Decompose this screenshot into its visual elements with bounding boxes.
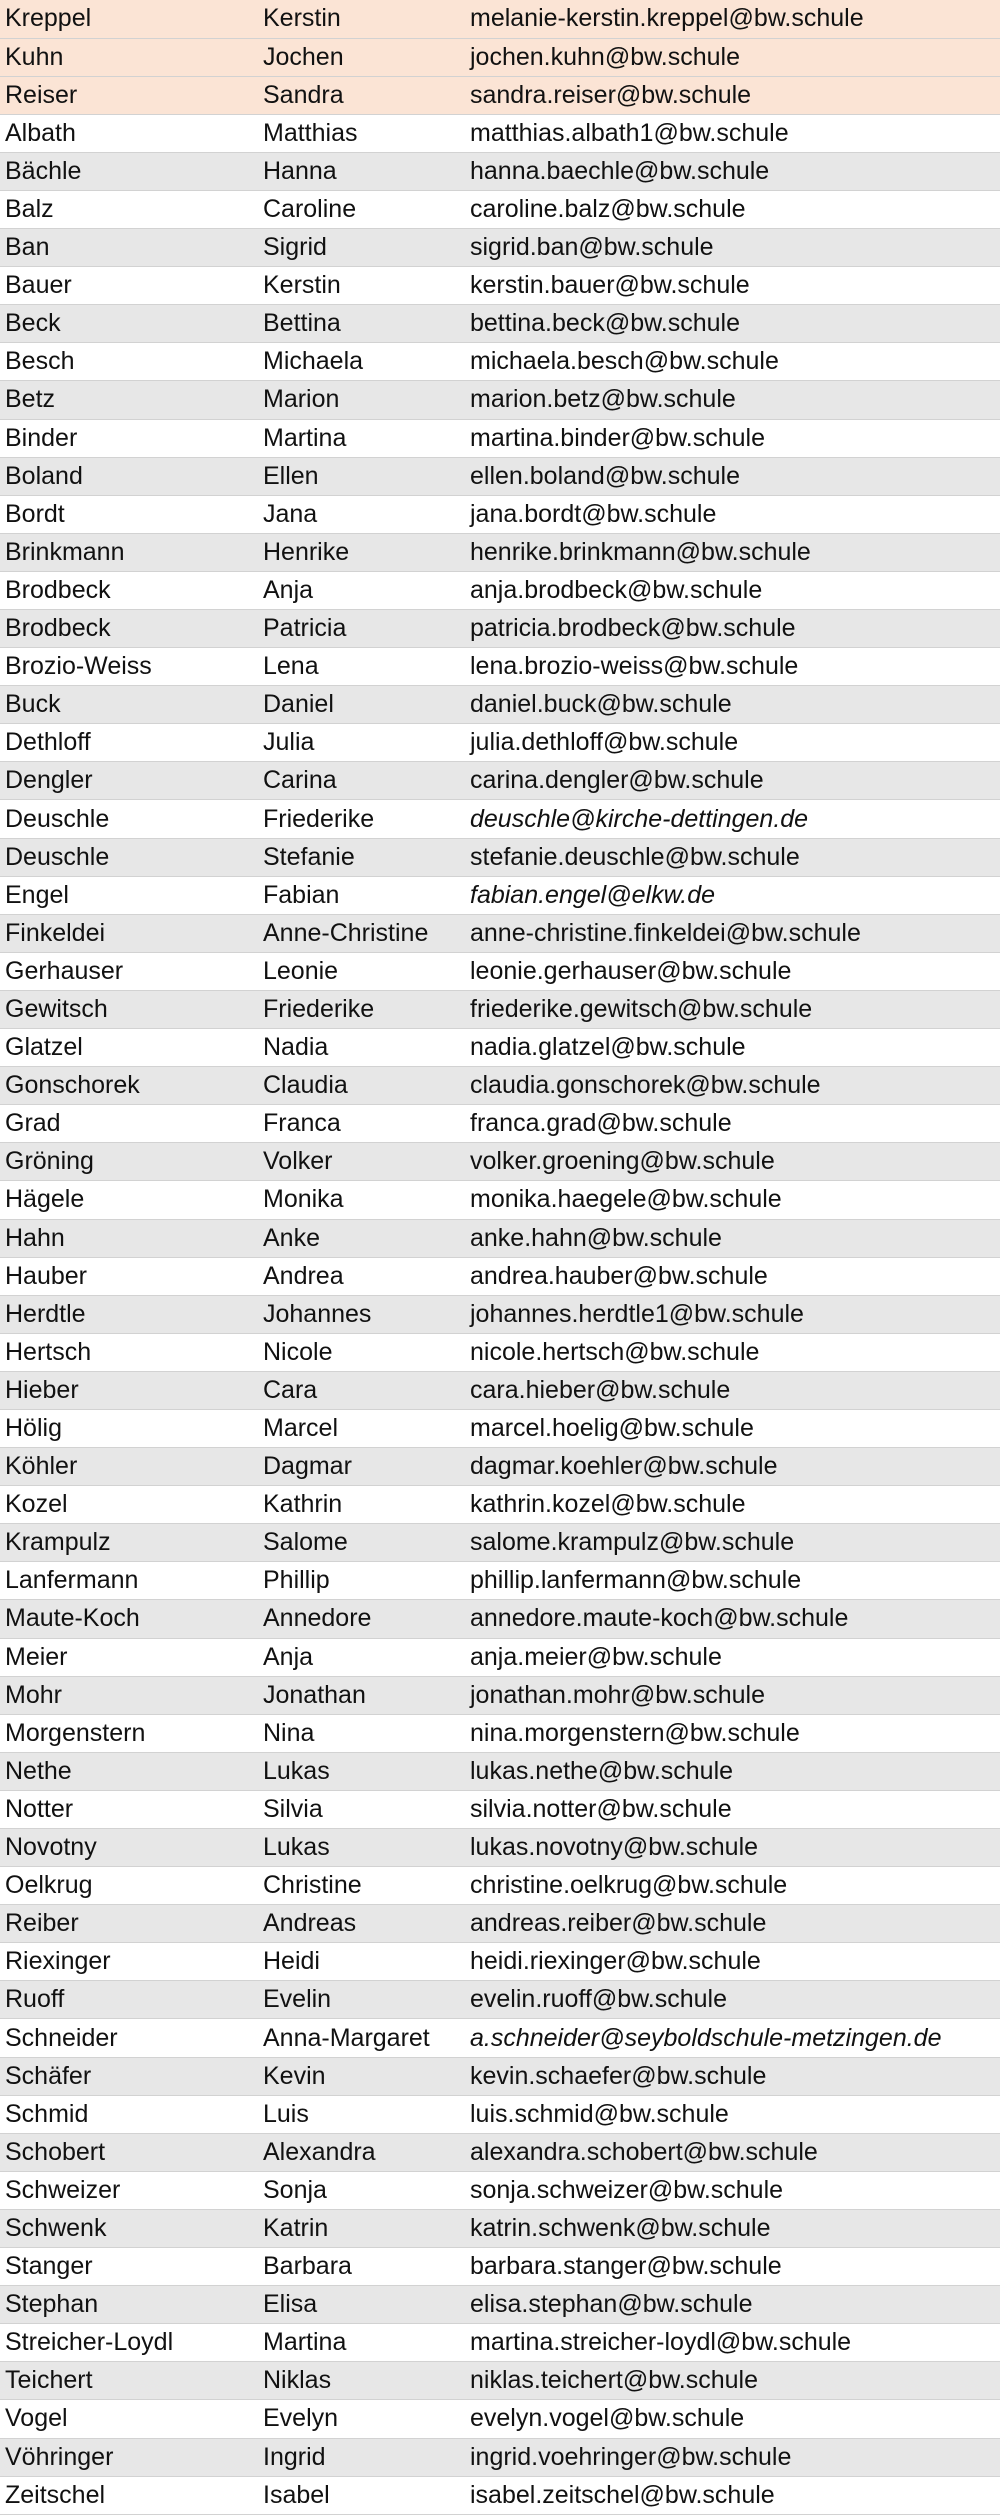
email-cell: martina.streicher-loydl@bw.schule (465, 2324, 1000, 2362)
first-name-cell: Bettina (258, 305, 465, 343)
last-name-cell: Reiber (0, 1905, 258, 1943)
email-cell: heidi.riexinger@bw.schule (465, 1943, 1000, 1981)
email-cell: volker.groening@bw.schule (465, 1143, 1000, 1181)
email-cell: daniel.buck@bw.schule (465, 686, 1000, 724)
last-name-cell: Gewitsch (0, 990, 258, 1028)
email-cell: barbara.stanger@bw.schule (465, 2248, 1000, 2286)
first-name-cell: Kevin (258, 2057, 465, 2095)
first-name-cell: Patricia (258, 610, 465, 648)
first-name-cell: Martina (258, 419, 465, 457)
last-name-cell: Streicher-Loydl (0, 2324, 258, 2362)
table-row (0, 419, 1000, 457)
first-name-cell: Jochen (258, 38, 465, 76)
first-name-cell: Fabian (258, 876, 465, 914)
first-name-cell: Marcel (258, 1409, 465, 1447)
email-cell: andreas.reiber@bw.schule (465, 1905, 1000, 1943)
last-name-cell: Notter (0, 1790, 258, 1828)
email-cell: alexandra.schobert@bw.schule (465, 2133, 1000, 2171)
last-name-cell: Beck (0, 305, 258, 343)
first-name-cell: Silvia (258, 1790, 465, 1828)
last-name-cell: Schobert (0, 2133, 258, 2171)
last-name-cell: Riexinger (0, 1943, 258, 1981)
email-cell: matthias.albath1@bw.schule (465, 114, 1000, 152)
first-name-cell: Nadia (258, 1029, 465, 1067)
last-name-cell: Teichert (0, 2362, 258, 2400)
last-name-cell: Herdtle (0, 1295, 258, 1333)
first-name-cell: Matthias (258, 114, 465, 152)
first-name-cell: Hanna (258, 152, 465, 190)
last-name-cell: Betz (0, 381, 258, 419)
table-row (0, 2019, 1000, 2057)
table-row (0, 152, 1000, 190)
last-name-cell: Zeitschel (0, 2476, 258, 2514)
first-name-cell: Sandra (258, 76, 465, 114)
last-name-cell: Schäfer (0, 2057, 258, 2095)
last-name-cell: Hieber (0, 1371, 258, 1409)
table-row (0, 2324, 1000, 2362)
table-row (0, 1143, 1000, 1181)
first-name-cell: Salome (258, 1524, 465, 1562)
first-name-cell: Kerstin (258, 0, 465, 38)
last-name-cell: Engel (0, 876, 258, 914)
email-cell: andrea.hauber@bw.schule (465, 1257, 1000, 1295)
first-name-cell: Johannes (258, 1295, 465, 1333)
email-cell: nina.morgenstern@bw.schule (465, 1714, 1000, 1752)
last-name-cell: Boland (0, 457, 258, 495)
table-row (0, 267, 1000, 305)
last-name-cell: Gröning (0, 1143, 258, 1181)
first-name-cell: Sigrid (258, 229, 465, 267)
last-name-cell: Ruoff (0, 1981, 258, 2019)
table-row (0, 1943, 1000, 1981)
email-cell: carina.dengler@bw.schule (465, 762, 1000, 800)
email-cell: johannes.herdtle1@bw.schule (465, 1295, 1000, 1333)
email-cell: lukas.novotny@bw.schule (465, 1829, 1000, 1867)
last-name-cell: Grad (0, 1105, 258, 1143)
table-row (0, 2400, 1000, 2438)
last-name-cell: Bordt (0, 495, 258, 533)
last-name-cell: Vogel (0, 2400, 258, 2438)
email-cell: a.schneider@seyboldschule-metzingen.de (465, 2019, 1000, 2057)
table-row (0, 1905, 1000, 1943)
table-row (0, 2171, 1000, 2209)
table-row (0, 1371, 1000, 1409)
table-row (0, 648, 1000, 686)
table-row (0, 1638, 1000, 1676)
email-cell: lukas.nethe@bw.schule (465, 1752, 1000, 1790)
email-cell: anja.brodbeck@bw.schule (465, 571, 1000, 609)
last-name-cell: Oelkrug (0, 1867, 258, 1905)
table-row (0, 990, 1000, 1028)
last-name-cell: Lanfermann (0, 1562, 258, 1600)
table-row (0, 533, 1000, 571)
email-cell: friederike.gewitsch@bw.schule (465, 990, 1000, 1028)
table-row (0, 1981, 1000, 2019)
last-name-cell: Hölig (0, 1409, 258, 1447)
email-cell: nicole.hertsch@bw.schule (465, 1333, 1000, 1371)
table-row (0, 610, 1000, 648)
email-cell: stefanie.deuschle@bw.schule (465, 838, 1000, 876)
first-name-cell: Lukas (258, 1752, 465, 1790)
table-row (0, 1752, 1000, 1790)
table-row (0, 495, 1000, 533)
first-name-cell: Luis (258, 2095, 465, 2133)
email-cell: annedore.maute-koch@bw.schule (465, 1600, 1000, 1638)
first-name-cell: Daniel (258, 686, 465, 724)
email-cell: christine.oelkrug@bw.schule (465, 1867, 1000, 1905)
first-name-cell: Niklas (258, 2362, 465, 2400)
email-cell: luis.schmid@bw.schule (465, 2095, 1000, 2133)
last-name-cell: Binder (0, 419, 258, 457)
last-name-cell: Novotny (0, 1829, 258, 1867)
first-name-cell: Nicole (258, 1333, 465, 1371)
email-cell: salome.krampulz@bw.schule (465, 1524, 1000, 1562)
email-cell: jochen.kuhn@bw.schule (465, 38, 1000, 76)
last-name-cell: Besch (0, 343, 258, 381)
first-name-cell: Andrea (258, 1257, 465, 1295)
table-row (0, 2362, 1000, 2400)
email-cell: deuschle@kirche-dettingen.de (465, 800, 1000, 838)
last-name-cell: Bauer (0, 267, 258, 305)
table-row (0, 1219, 1000, 1257)
email-cell: niklas.teichert@bw.schule (465, 2362, 1000, 2400)
first-name-cell: Friederike (258, 800, 465, 838)
email-cell: julia.dethloff@bw.schule (465, 724, 1000, 762)
email-cell: lena.brozio-weiss@bw.schule (465, 648, 1000, 686)
email-cell: evelyn.vogel@bw.schule (465, 2400, 1000, 2438)
email-cell: marion.betz@bw.schule (465, 381, 1000, 419)
table-row (0, 1029, 1000, 1067)
last-name-cell: Schwenk (0, 2209, 258, 2247)
table-row (0, 1409, 1000, 1447)
first-name-cell: Stefanie (258, 838, 465, 876)
last-name-cell: Brozio-Weiss (0, 648, 258, 686)
last-name-cell: Meier (0, 1638, 258, 1676)
last-name-cell: Deuschle (0, 800, 258, 838)
first-name-cell: Jana (258, 495, 465, 533)
first-name-cell: Katrin (258, 2209, 465, 2247)
table-row (0, 190, 1000, 228)
table-row (0, 0, 1000, 38)
last-name-cell: Finkeldei (0, 914, 258, 952)
table-row (0, 1524, 1000, 1562)
email-cell: franca.grad@bw.schule (465, 1105, 1000, 1143)
table-row (0, 2248, 1000, 2286)
first-name-cell: Henrike (258, 533, 465, 571)
first-name-cell: Anja (258, 1638, 465, 1676)
table-row (0, 800, 1000, 838)
email-cell: jana.bordt@bw.schule (465, 495, 1000, 533)
last-name-cell: Brinkmann (0, 533, 258, 571)
first-name-cell: Anja (258, 571, 465, 609)
email-cell: isabel.zeitschel@bw.schule (465, 2476, 1000, 2514)
email-cell: silvia.notter@bw.schule (465, 1790, 1000, 1828)
table-row (0, 1448, 1000, 1486)
email-cell: dagmar.koehler@bw.schule (465, 1448, 1000, 1486)
first-name-cell: Kathrin (258, 1486, 465, 1524)
table-row (0, 1181, 1000, 1219)
email-cell: michaela.besch@bw.schule (465, 343, 1000, 381)
table-row (0, 457, 1000, 495)
email-cell: ingrid.voehringer@bw.schule (465, 2438, 1000, 2476)
table-row (0, 114, 1000, 152)
last-name-cell: Kozel (0, 1486, 258, 1524)
table-row (0, 571, 1000, 609)
table-row (0, 1829, 1000, 1867)
first-name-cell: Ingrid (258, 2438, 465, 2476)
email-cell: claudia.gonschorek@bw.schule (465, 1067, 1000, 1105)
email-cell: cara.hieber@bw.schule (465, 1371, 1000, 1409)
first-name-cell: Claudia (258, 1067, 465, 1105)
table-row (0, 1676, 1000, 1714)
last-name-cell: Schweizer (0, 2171, 258, 2209)
table-row (0, 952, 1000, 990)
last-name-cell: Buck (0, 686, 258, 724)
first-name-cell: Anna-Margaret (258, 2019, 465, 2057)
email-cell: kerstin.bauer@bw.schule (465, 267, 1000, 305)
first-name-cell: Christine (258, 1867, 465, 1905)
email-cell: melanie-kerstin.kreppel@bw.schule (465, 0, 1000, 38)
last-name-cell: Vöhringer (0, 2438, 258, 2476)
table-row (0, 1333, 1000, 1371)
last-name-cell: Hertsch (0, 1333, 258, 1371)
table-row (0, 1295, 1000, 1333)
first-name-cell: Evelin (258, 1981, 465, 2019)
table-row (0, 1257, 1000, 1295)
last-name-cell: Brodbeck (0, 610, 258, 648)
first-name-cell: Franca (258, 1105, 465, 1143)
table-row (0, 762, 1000, 800)
last-name-cell: Hägele (0, 1181, 258, 1219)
table-row (0, 305, 1000, 343)
table-row (0, 1486, 1000, 1524)
email-cell: anne-christine.finkeldei@bw.schule (465, 914, 1000, 952)
email-cell: bettina.beck@bw.schule (465, 305, 1000, 343)
last-name-cell: Balz (0, 190, 258, 228)
first-name-cell: Cara (258, 1371, 465, 1409)
table-row (0, 2095, 1000, 2133)
last-name-cell: Köhler (0, 1448, 258, 1486)
last-name-cell: Deuschle (0, 838, 258, 876)
email-cell: jonathan.mohr@bw.schule (465, 1676, 1000, 1714)
email-cell: monika.haegele@bw.schule (465, 1181, 1000, 1219)
email-cell: martina.binder@bw.schule (465, 419, 1000, 457)
first-name-cell: Marion (258, 381, 465, 419)
email-cell: henrike.brinkmann@bw.schule (465, 533, 1000, 571)
table-row (0, 2286, 1000, 2324)
table-row (0, 38, 1000, 76)
email-cell: kathrin.kozel@bw.schule (465, 1486, 1000, 1524)
last-name-cell: Hahn (0, 1219, 258, 1257)
last-name-cell: Reiser (0, 76, 258, 114)
last-name-cell: Mohr (0, 1676, 258, 1714)
first-name-cell: Jonathan (258, 1676, 465, 1714)
last-name-cell: Stanger (0, 2248, 258, 2286)
email-cell: caroline.balz@bw.schule (465, 190, 1000, 228)
first-name-cell: Nina (258, 1714, 465, 1752)
last-name-cell: Nethe (0, 1752, 258, 1790)
table-row (0, 686, 1000, 724)
first-name-cell: Carina (258, 762, 465, 800)
table-row (0, 2057, 1000, 2095)
email-cell: marcel.hoelig@bw.schule (465, 1409, 1000, 1447)
email-cell: katrin.schwenk@bw.schule (465, 2209, 1000, 2247)
last-name-cell: Stephan (0, 2286, 258, 2324)
first-name-cell: Isabel (258, 2476, 465, 2514)
first-name-cell: Alexandra (258, 2133, 465, 2171)
first-name-cell: Julia (258, 724, 465, 762)
table-row (0, 914, 1000, 952)
email-cell: anja.meier@bw.schule (465, 1638, 1000, 1676)
first-name-cell: Sonja (258, 2171, 465, 2209)
email-cell: kevin.schaefer@bw.schule (465, 2057, 1000, 2095)
table-row (0, 1067, 1000, 1105)
last-name-cell: Ban (0, 229, 258, 267)
email-cell: nadia.glatzel@bw.schule (465, 1029, 1000, 1067)
first-name-cell: Anne-Christine (258, 914, 465, 952)
table-row (0, 1562, 1000, 1600)
table-row (0, 2476, 1000, 2514)
first-name-cell: Friederike (258, 990, 465, 1028)
first-name-cell: Annedore (258, 1600, 465, 1638)
email-cell: fabian.engel@elkw.de (465, 876, 1000, 914)
table-row (0, 1867, 1000, 1905)
table-row (0, 876, 1000, 914)
last-name-cell: Brodbeck (0, 571, 258, 609)
email-cell: sandra.reiser@bw.schule (465, 76, 1000, 114)
email-cell: leonie.gerhauser@bw.schule (465, 952, 1000, 990)
first-name-cell: Leonie (258, 952, 465, 990)
first-name-cell: Michaela (258, 343, 465, 381)
last-name-cell: Schmid (0, 2095, 258, 2133)
first-name-cell: Ellen (258, 457, 465, 495)
email-cell: evelin.ruoff@bw.schule (465, 1981, 1000, 2019)
last-name-cell: Kreppel (0, 0, 258, 38)
first-name-cell: Evelyn (258, 2400, 465, 2438)
last-name-cell: Albath (0, 114, 258, 152)
first-name-cell: Andreas (258, 1905, 465, 1943)
first-name-cell: Phillip (258, 1562, 465, 1600)
email-cell: elisa.stephan@bw.schule (465, 2286, 1000, 2324)
email-cell: hanna.baechle@bw.schule (465, 152, 1000, 190)
first-name-cell: Heidi (258, 1943, 465, 1981)
email-cell: anke.hahn@bw.schule (465, 1219, 1000, 1257)
first-name-cell: Elisa (258, 2286, 465, 2324)
first-name-cell: Caroline (258, 190, 465, 228)
last-name-cell: Dengler (0, 762, 258, 800)
email-cell: ellen.boland@bw.schule (465, 457, 1000, 495)
email-cell: patricia.brodbeck@bw.schule (465, 610, 1000, 648)
first-name-cell: Volker (258, 1143, 465, 1181)
table-row (0, 1105, 1000, 1143)
last-name-cell: Krampulz (0, 1524, 258, 1562)
last-name-cell: Morgenstern (0, 1714, 258, 1752)
table-row (0, 1714, 1000, 1752)
last-name-cell: Maute-Koch (0, 1600, 258, 1638)
first-name-cell: Anke (258, 1219, 465, 1257)
table-row (0, 343, 1000, 381)
last-name-cell: Glatzel (0, 1029, 258, 1067)
table-row (0, 381, 1000, 419)
last-name-cell: Gerhauser (0, 952, 258, 990)
first-name-cell: Monika (258, 1181, 465, 1219)
first-name-cell: Dagmar (258, 1448, 465, 1486)
table-row (0, 724, 1000, 762)
first-name-cell: Kerstin (258, 267, 465, 305)
table-row (0, 2133, 1000, 2171)
table-row (0, 229, 1000, 267)
first-name-cell: Barbara (258, 2248, 465, 2286)
first-name-cell: Lukas (258, 1829, 465, 1867)
table-row (0, 2438, 1000, 2476)
last-name-cell: Kuhn (0, 38, 258, 76)
table-row (0, 1790, 1000, 1828)
email-cell: phillip.lanfermann@bw.schule (465, 1562, 1000, 1600)
last-name-cell: Dethloff (0, 724, 258, 762)
table-row (0, 838, 1000, 876)
email-cell: sonja.schweizer@bw.schule (465, 2171, 1000, 2209)
table-row (0, 1600, 1000, 1638)
email-cell: sigrid.ban@bw.schule (465, 229, 1000, 267)
last-name-cell: Gonschorek (0, 1067, 258, 1105)
last-name-cell: Hauber (0, 1257, 258, 1295)
table-row (0, 76, 1000, 114)
last-name-cell: Schneider (0, 2019, 258, 2057)
first-name-cell: Lena (258, 648, 465, 686)
table-row (0, 2209, 1000, 2247)
first-name-cell: Martina (258, 2324, 465, 2362)
last-name-cell: Bächle (0, 152, 258, 190)
